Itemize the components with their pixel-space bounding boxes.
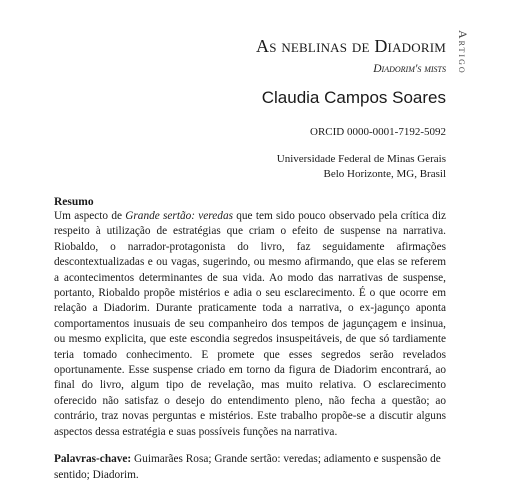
article-subtitle: Diadorim's mists xyxy=(373,63,446,75)
abstract-intro: Um aspecto de xyxy=(54,210,126,222)
abstract-body xyxy=(54,209,446,440)
section-label: Artigo xyxy=(456,30,470,75)
abstract-section xyxy=(54,196,446,483)
abstract-heading: Resumo xyxy=(54,196,94,208)
article-title: As neblinas de Diadorim xyxy=(256,36,446,56)
affiliation-institution: Universidade Federal de Minas Gerais xyxy=(276,153,446,165)
keywords-text: Guimarães Rosa; Grande sertão: veredas; adiamento e suspensão de sentido; Diadorim. xyxy=(54,453,441,481)
keywords xyxy=(54,452,446,483)
author-name: Claudia Campos Soares xyxy=(261,88,446,107)
affiliation-location: Belo Horizonte, MG, Brasil xyxy=(323,168,446,180)
work-title: Grande sertão: veredas xyxy=(125,210,233,222)
keywords-label: Palavras-chave: xyxy=(54,453,132,466)
abstract-text: que tem sido pouco observado pela crítica diz respeito à utilização de estratégias que criam o efeito de suspense na narrativa. Riobaldo, o narrador-protagonista do livro, faz seguidamente afirmações descontextualizadas e ou vagas, sugerindo, ou mesmo afirmando, que elas se referem a acontecimentos determinantes de sua vida. Ao modo das narrativas de suspense, portanto, Riobaldo propõe mistérios e adia o seu esclarecimento. É o que ocorre em relação a Diadorim. Durante praticamente toda a narrativa, o ex-jagunço aponta comportamentos inusuais de seu companheiro dos tempos de jagunçagem e insinua, ou mesmo explicita, que este escondia segredos insuspeitáveis, de que só tardiamente teria tomado conhecimento. E promete que esses segredos serão revelados oportunamente. Esse suspense criado em torno da figura de Diadorim encontrará, ao final do livro, algum tipo de revelação, mas muito relativa. O esclarecimento oferecido não satisfaz o desejo do entendimento pleno, não fecha a questão; ao contrário, traz novas perguntas e mistérios. Este trabalho propõe-se a discutir alguns aspectos dessa estratégia e suas possíveis funções na narrativa. xyxy=(54,210,446,438)
affiliation xyxy=(277,152,446,182)
orcid-id: ORCID 0000-0001-7192-5092 xyxy=(310,126,446,138)
